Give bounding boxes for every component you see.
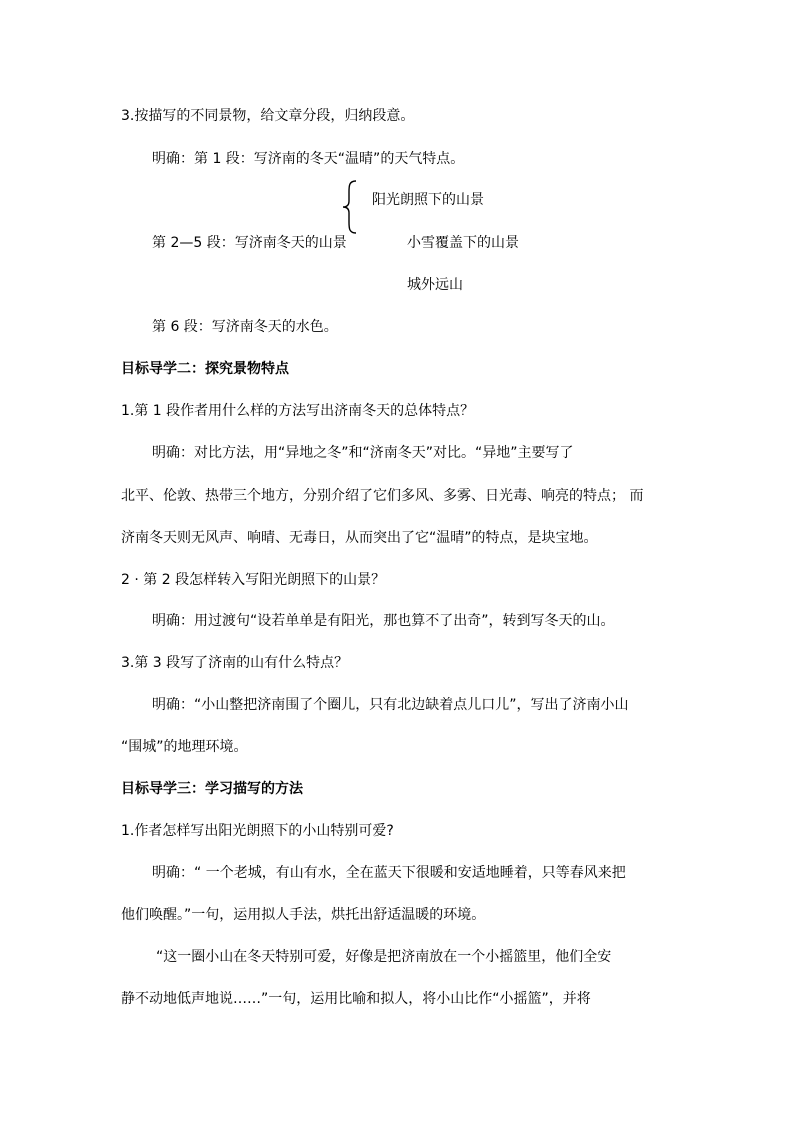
- text-line: 明确：用过渡句“设若单单是有阳光，那也算不了出奇”，转到写冬天的山。: [152, 613, 615, 629]
- text-line: 1.第 1 段作者用什么样的方法写出济南冬天的总体特点？: [121, 403, 475, 419]
- text-line: 3.第 3 段写了济南的山有什么特点？: [121, 655, 349, 671]
- text-line: 济南冬天则无风声、响晴、无毒日，从而突出了它“温晴”的特点，是块宝地。: [121, 530, 598, 546]
- section-heading: 目标导学二：探究景物特点: [121, 361, 289, 377]
- text-line: 第 6 段：写济南冬天的水色。: [152, 319, 338, 335]
- text-line: 静不动地低声地说……”一句，运用比喻和拟人，将小山比作“小摇篮”，并将: [121, 991, 591, 1007]
- text-line: 阳光朗照下的山景: [372, 192, 484, 208]
- text-line: 明确：“ 一个老城，有山有水，全在蓝天下很暖和安适地睡着，只等春风来把: [152, 865, 626, 881]
- text-line: 明确：第 1 段：写济南的冬天“温晴”的天气特点。: [152, 151, 465, 167]
- text-line: 第 2—5 段：写济南冬天的山景: [152, 235, 347, 251]
- text-line: “围城”的地理环境。: [121, 739, 248, 755]
- text-line: 城外远山: [407, 277, 463, 293]
- text-line: 1.作者怎样写出阳光朗照下的小山特别可爱?: [121, 823, 394, 839]
- curly-brace: [340, 180, 360, 234]
- text-line: 明确：“小山整把济南围了个圈儿，只有北边缺着点儿口儿”，写出了济南小山: [152, 697, 629, 713]
- text-line: 北平、伦敦、热带三个地方，分别介绍了它们多风、多雾、日光毒、响亮的特点； 而: [121, 488, 644, 504]
- text-line: 明确：对比方法，用“异地之冬”和“济南冬天”对比。“异地”主要写了: [152, 445, 574, 461]
- section-heading: 目标导学三：学习描写的方法: [121, 781, 303, 797]
- text-line: 3.按描写的不同景物，给文章分段，归纳段意。: [121, 108, 415, 124]
- text-line: “这一圈小山在冬天特别可爱，好像是把济南放在一个小摇篮里，他们全安: [156, 949, 612, 965]
- text-line: 他们唤醒。”一句，运用拟人手法，烘托出舒适温暖的环境。: [121, 907, 486, 923]
- text-line: 小雪覆盖下的山景: [407, 235, 519, 251]
- text-line: 2 · 第 2 段怎样转入写阳光朗照下的山景？: [121, 572, 386, 588]
